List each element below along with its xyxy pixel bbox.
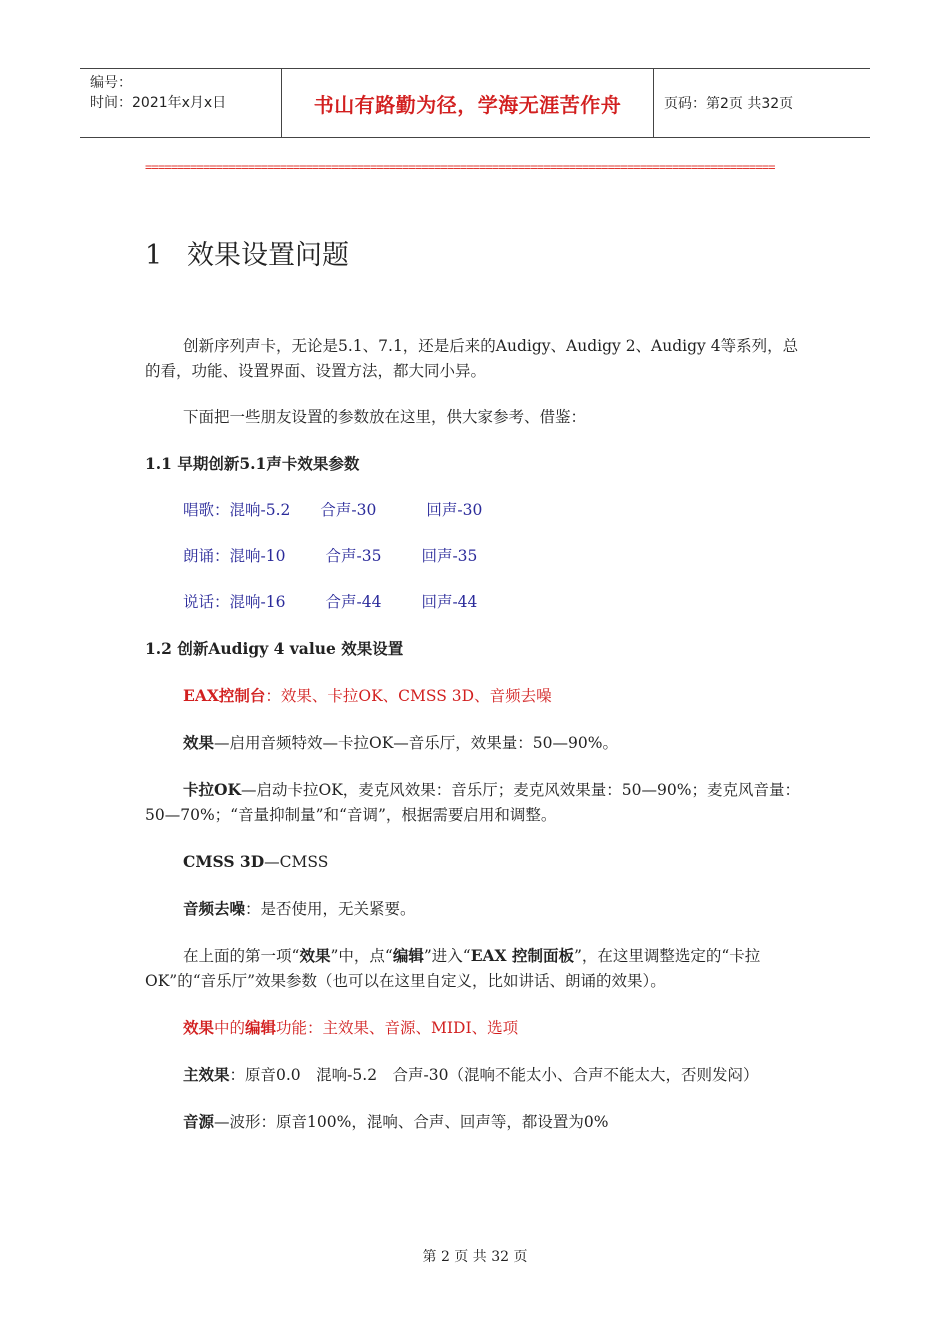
header-page-info: 页码：第2页 共32页 [664,96,794,112]
main-effect-text: ：原音0.0 混响-5.2 合声-30（混响不能太小、合声不能太大，否则发闷） [229,1066,759,1084]
param-row-recite [145,544,810,569]
header-meta [80,69,282,137]
denoise-paragraph [145,896,810,922]
func-bold: 编辑 [245,1018,277,1037]
func-text: 功能：主效果、音源、MIDI、选项 [276,1019,519,1037]
param-chorus: 合声-30 [320,501,377,519]
edit-bold: 编辑 [392,946,424,965]
eax-label: EAX控制台 [183,686,266,705]
separator-line: ================================================================================================== [145,160,775,174]
document-body [145,236,810,1156]
karaoke-label: 卡拉OK [183,780,241,799]
eax-console-line [145,683,810,709]
param-name: 朗诵：混响-10 [183,547,286,565]
param-echo: 回声-35 [421,547,478,565]
effect-paragraph [145,730,810,756]
page-footer: 第 2 页 共 32 页 [422,1249,528,1265]
source-paragraph [145,1109,810,1135]
intro-paragraph-2: 下面把一些朋友设置的参数放在这里，供大家参考、借鉴： [183,408,587,426]
main-effect-label: 主效果 [183,1065,230,1084]
section-heading [145,236,810,276]
edit-text: ”进入“ [423,947,471,965]
subsection-1-title: 1.1 早期创新5.1声卡效果参数 [145,454,360,473]
section-number: 1 [145,240,163,271]
source-label: 音源 [183,1112,215,1131]
edit-paragraph [145,943,810,994]
param-chorus: 合声-35 [325,547,382,565]
edit-bold: EAX 控制面板 [470,946,574,965]
param-echo: 回声-30 [426,501,483,519]
section-title: 效果设置问题 [187,240,349,271]
param-chorus: 合声-44 [325,593,382,611]
header-motto: 书山有路勤为径，学海无涯苦作舟 [282,69,654,137]
edit-text: 在上面的第一项“ [183,947,300,965]
effect-text: —启用音频特效—卡拉OK—音乐厅，效果量：50—90%。 [214,734,618,752]
cmss-paragraph [145,849,810,875]
param-row-singing [145,498,810,523]
subsection-2-title: 1.2 创新Audigy 4 value 效果设置 [145,639,404,658]
serial-label: 编号： [90,75,132,91]
edit-text: ”中，点“ [330,947,393,965]
edit-functions-line [145,1015,810,1041]
effect-label: 效果 [183,733,215,752]
func-bold: 效果 [183,1018,215,1037]
param-row-speech [145,590,810,615]
eax-items: ：效果、卡拉OK、CMSS 3D、音频去噪 [265,687,552,705]
edit-bold: 效果 [299,946,331,965]
time-label: 时间：2021年x月x日 [90,95,227,111]
cmss-label: CMSS 3D [183,852,265,871]
param-name: 唱歌：混响-5.2 [183,501,291,519]
karaoke-paragraph [145,777,810,828]
edit-text: ”，在这里调整选定的“卡拉OK”的“音乐厅”效果参数（也可以在这里自定义，比如讲话、朗诵的效果）。 [145,947,761,990]
denoise-text: ：是否使用，无关紧要。 [245,900,416,918]
source-text: —波形：原音100%，混响、合声、回声等，都设置为0% [214,1113,609,1131]
param-echo: 回声-44 [421,593,478,611]
func-text: 中的 [214,1019,246,1037]
denoise-label: 音频去噪 [183,899,246,918]
param-name: 说话：混响-16 [183,593,286,611]
intro-paragraph-1: 创新序列声卡，无论是5.1、7.1，还是后来的Audigy、Audigy 2、Audigy 4等系列，总的看，功能、设置界面、设置方法，都大同小异。 [145,337,799,380]
main-effect-paragraph [145,1062,810,1088]
cmss-text: —CMSS [264,853,329,871]
page-header [80,68,870,138]
karaoke-text: —启动卡拉OK，麦克风效果：音乐厅；麦克风效果量：50—90%；麦克风音量：50—70%；“音量抑制量”和“音调”，根据需要启用和调整。 [145,781,800,824]
